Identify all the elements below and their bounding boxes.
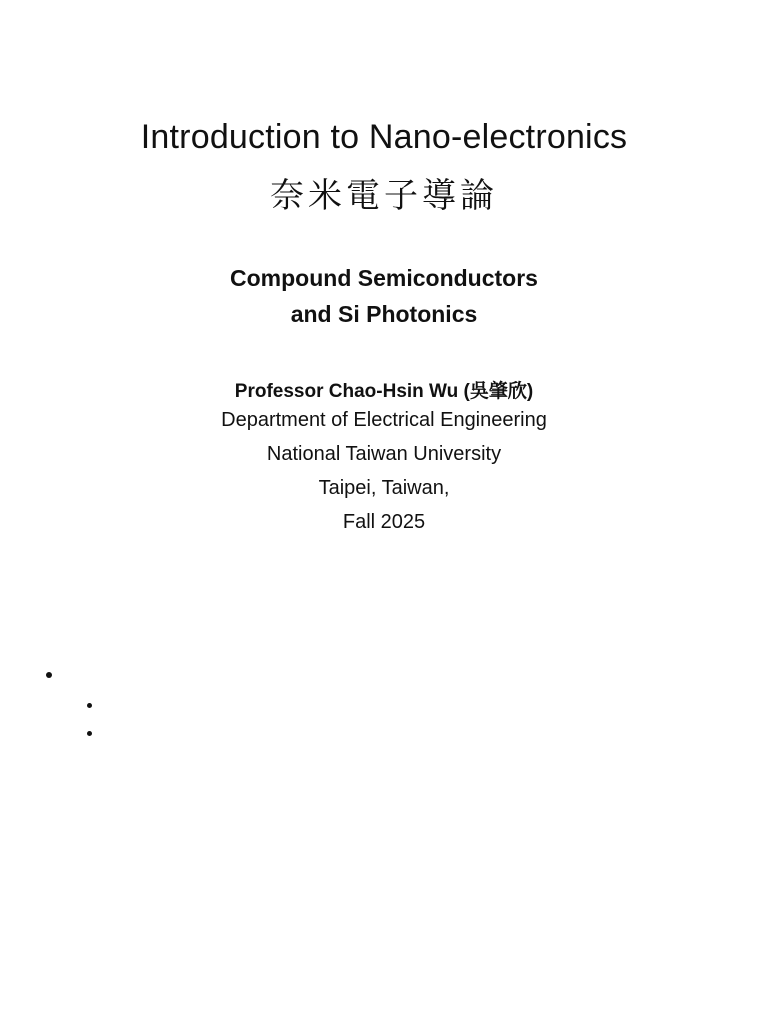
empty-bullet-level2 [87, 731, 92, 736]
course-title-english: Introduction to Nano-electronics [140, 118, 628, 156]
instructor-location: Taipei, Taiwan, [318, 477, 450, 499]
instructor-name: Professor Chao-Hsin Wu (吳肇欣) [234, 381, 534, 402]
lecture-subtitle-line1: Compound Semiconductors [230, 265, 538, 291]
instructor-university: National Taiwan University [266, 443, 502, 465]
instructor-department: Department of Electrical Engineering [221, 409, 547, 431]
course-title-chinese: 奈米電子導論 [270, 176, 498, 216]
lecture-subtitle-line2: and Si Photonics [290, 301, 478, 327]
empty-bullet-level2 [87, 703, 92, 708]
empty-bullet-level1 [46, 672, 52, 678]
course-term: Fall 2025 [342, 511, 426, 533]
